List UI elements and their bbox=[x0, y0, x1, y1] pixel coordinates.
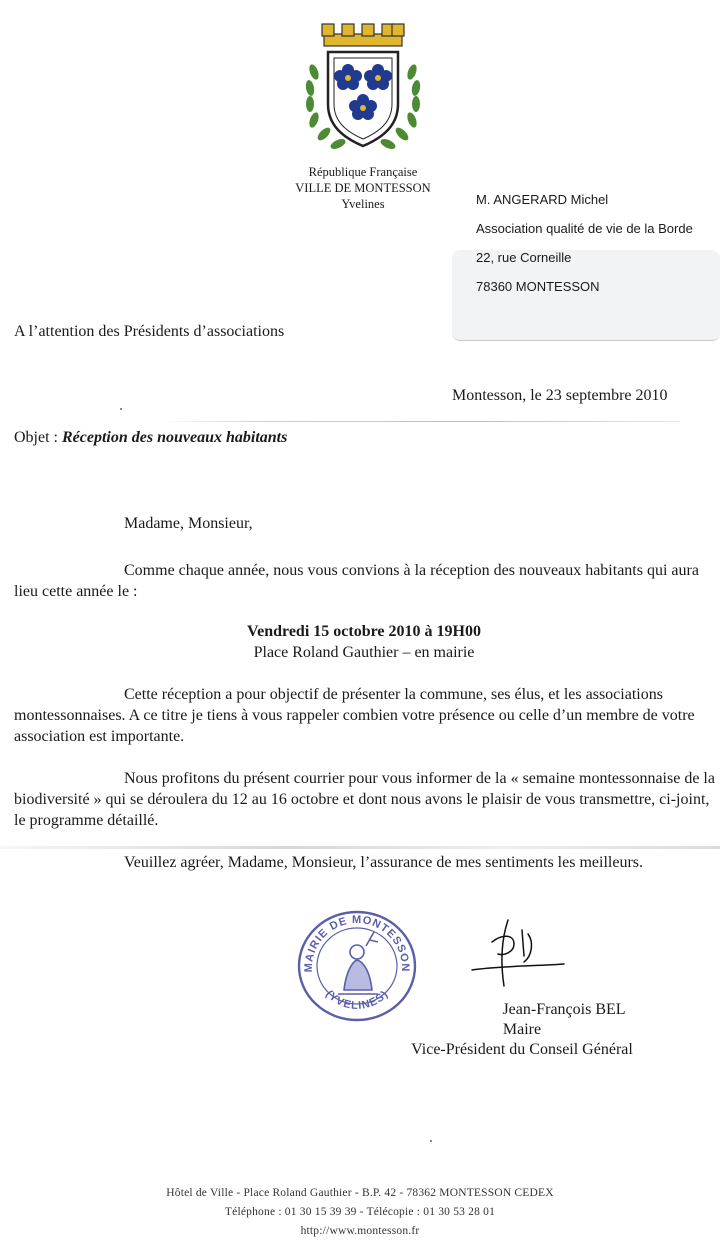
svg-text:(YVELINES) bbox=[323, 988, 391, 1012]
marianne-icon bbox=[338, 932, 378, 994]
signer-block bbox=[390, 1000, 654, 1060]
recipient-city: 78360 MONTESSON bbox=[476, 279, 600, 294]
subject-text: Réception des nouveaux habitants bbox=[62, 429, 288, 446]
municipal-header bbox=[278, 164, 448, 212]
paragraph-biodiversity-text: Nous profitons du présent courrier pour vous informer de la « semaine montessonnaise de la biodiversité » qui se déroulera du 12 au 16 octobre et dont nous avons le plaisir de vous transmettre, ci-joint, le programme détaillé. bbox=[14, 770, 715, 829]
stamp-bottom-text: (YVELINES) bbox=[323, 988, 391, 1013]
recipient-organization: Association qualité de vie de la Borde bbox=[476, 221, 693, 236]
footer-address: Hôtel de Ville - Place Roland Gauthier - B.P. 42 - 78362 MONTESSON CEDEX bbox=[166, 1187, 554, 1199]
event-block bbox=[14, 621, 714, 663]
header-department: Yvelines bbox=[341, 197, 385, 211]
header-city: VILLE DE MONTESSON bbox=[295, 181, 431, 195]
footer-phone: Téléphone : 01 30 15 39 39 - Télécopie : 01 30 53 28 01 bbox=[224, 1206, 496, 1218]
subject-label: Objet : bbox=[14, 429, 62, 446]
signer-title: Maire bbox=[502, 1021, 542, 1038]
signer-name: Jean-François BEL bbox=[502, 1001, 626, 1018]
recipient-street: 22, rue Corneille bbox=[476, 250, 572, 265]
recipient-name: M. ANGERARD Michel bbox=[476, 192, 609, 207]
scan-speck bbox=[430, 1140, 432, 1142]
paragraph-invitation bbox=[14, 560, 714, 602]
footer-website: http://www.montesson.fr bbox=[300, 1225, 420, 1237]
mayor-signature bbox=[468, 916, 574, 988]
paragraph-closing-text: Veuillez agréer, Madame, Monsieur, l’assurance de mes sentiments les meilleurs. bbox=[124, 854, 643, 871]
attention-line: A l’attention des Présidents d’associations bbox=[14, 323, 285, 340]
signer-office: Vice-Président du Conseil Général bbox=[411, 1041, 633, 1058]
paragraph-objective-text: Cette réception a pour objectif de présenter la commune, ses élus, et les associations montessonnaises. A ce titre je tiens à vous rappeler combien votre présence ou celle d’un membre de votre association est importante. bbox=[14, 686, 695, 745]
date-line: Montesson, le 23 septembre 2010 bbox=[452, 387, 668, 404]
paragraph-closing bbox=[14, 852, 720, 873]
paragraph-objective bbox=[14, 684, 720, 747]
city-crest-logo bbox=[300, 22, 426, 162]
letter-footer bbox=[0, 1184, 720, 1241]
header-republic: République Française bbox=[308, 165, 418, 179]
event-date: Vendredi 15 octobre 2010 à 19H00 bbox=[247, 623, 481, 640]
event-location: Place Roland Gauthier – en mairie bbox=[253, 644, 475, 661]
crown-icon bbox=[322, 24, 404, 46]
subject-line bbox=[14, 429, 287, 447]
scan-band bbox=[0, 846, 720, 849]
scan-rule bbox=[160, 421, 680, 422]
salutation: Madame, Monsieur, bbox=[124, 515, 253, 532]
paragraph-biodiversity bbox=[14, 768, 720, 831]
paragraph-invitation-text: Comme chaque année, nous vous convions à la réception des nouveaux habitants qui aura lieu cette année le : bbox=[14, 562, 699, 600]
stamp-top-text: MAIRIE DE MONTESSON bbox=[302, 913, 412, 973]
recipient-address bbox=[476, 185, 720, 301]
scan-speck bbox=[120, 408, 122, 410]
